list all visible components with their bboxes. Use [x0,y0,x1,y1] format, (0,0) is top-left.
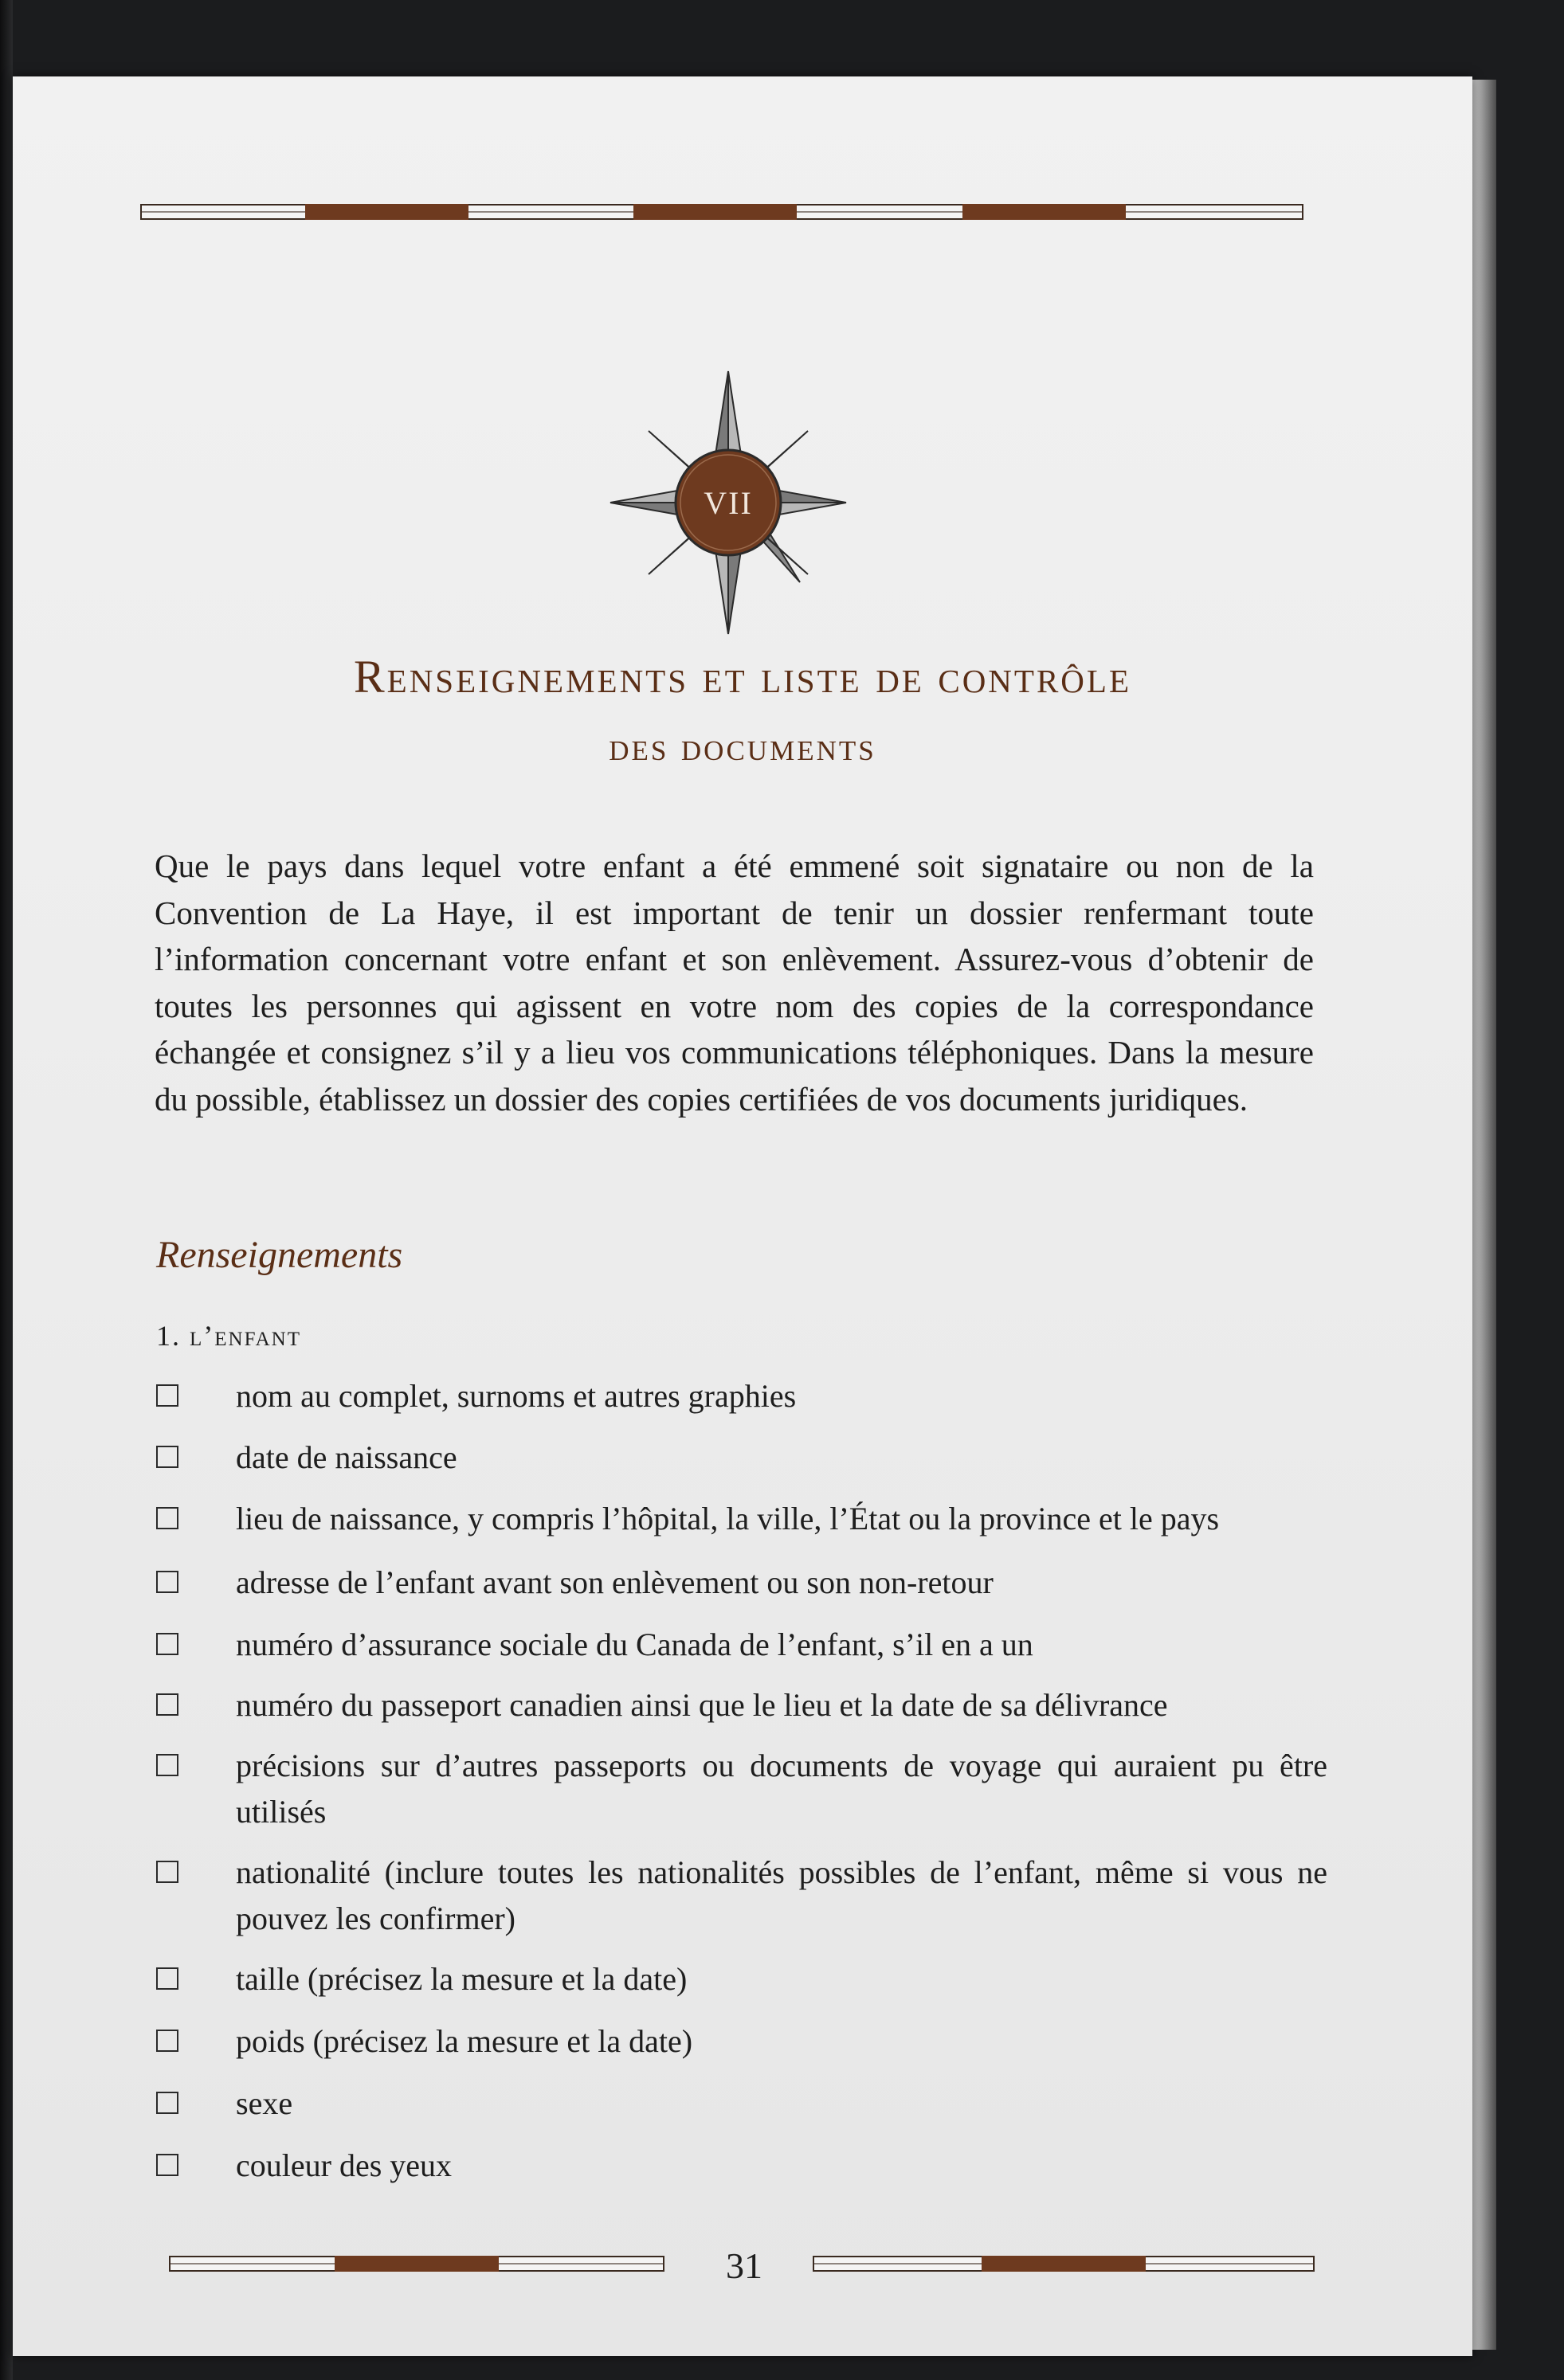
checkbox-icon[interactable] [156,2092,178,2114]
checkbox-icon[interactable] [156,2030,178,2052]
checklist-item [156,1850,1327,1942]
checkbox-icon[interactable] [156,1861,178,1883]
bottom-right-decorative-bar [813,2256,1315,2272]
checkbox-icon[interactable] [156,1507,178,1529]
chapter-numeral: VII [704,485,753,521]
intro-paragraph: Que le pays dans lequel votre enfant a été emmené soit signataire ou non de la Convention de La Haye, il est important de tenir un dossier renfermant toute l’information concernant votre enfant et son enlèvement. Assurez-vous d’obtenir de toutes les personnes qui agissent en votre nom des copies de la correspondance échangée et consignez s’il y a lieu vos communications téléphoniques. Dans la mesure du possible, établissez un dossier des copies certifiées de vos documents juridiques. [155,847,1314,1118]
checklist-item-label: adresse de l’enfant avant son enlèvement ou son non-retour [236,1564,994,1600]
checkbox-icon[interactable] [156,1754,178,1776]
checklist-item-label: nationalité (inclure toutes les nationalités possibles de l’enfant, même si vous ne pouvez les confirmer) [236,1854,1327,1936]
checklist-item [156,1373,1327,1419]
checkbox-icon[interactable] [156,2154,178,2176]
bottom-left-decorative-bar [169,2256,664,2272]
checklist-item-label: sexe [236,2085,293,2121]
checklist-item-label: numéro d’assurance sociale du Canada de l’enfant, s’il en a un [236,1626,1033,1662]
bar-segment [962,204,1126,220]
checklist-item-label: lieu de naissance, y compris l’hôpital, la ville, l’État ou la province et le pays [236,1501,1220,1536]
checklist-item-label: nom au complet, surnoms et autres graphies [236,1378,797,1414]
subsection-title: 1. l’enfant [156,1320,302,1352]
checklist-item [156,1743,1327,1835]
checklist-item [156,1496,1327,1542]
page-title: Renseignements et liste de contrôle [353,651,1132,703]
book-spine [0,0,13,2380]
bar-segment [305,204,468,220]
checklist-item-label: date de naissance [236,1439,457,1475]
checklist-item [156,1435,1327,1481]
compass-rose-ornament [609,370,848,639]
checklist-item-label: poids (précisez la mesure et la date) [236,2023,693,2059]
checklist-item-label: précisions sur d’autres passeports ou documents de voyage qui auraient pu être utilisés [236,1748,1327,1830]
checklist-item [156,2143,1327,2189]
checklist-item-label: taille (précisez la mesure et la date) [236,1961,688,1997]
page-edge [1472,80,1496,2350]
page-number: 31 [726,2245,762,2286]
page-title-line2: des documents [609,724,876,769]
checklist-item [156,2081,1327,2127]
checklist-item [156,1682,1327,1728]
checklist-item [156,2018,1327,2065]
bar-segment [982,2256,1146,2272]
checklist-item [156,1956,1327,2002]
checkbox-icon[interactable] [156,1384,178,1407]
checkbox-icon[interactable] [156,1633,178,1655]
checkbox-icon[interactable] [156,1693,178,1716]
checkbox-icon[interactable] [156,1967,178,1990]
section-title: Renseignements [156,1234,403,1276]
checkbox-icon[interactable] [156,1571,178,1593]
compass-icon [609,370,848,636]
bar-segment [633,204,797,220]
top-decorative-bar [140,204,1303,220]
checkbox-icon[interactable] [156,1446,178,1468]
bar-segment [335,2256,499,2272]
checklist-item [156,1560,1327,1606]
book-page [13,76,1472,2356]
checklist-item-label: couleur des yeux [236,2147,453,2183]
checklist-item [156,1622,1327,1668]
checklist-item-label: numéro du passeport canadien ainsi que le lieu et la date de sa délivrance [236,1687,1168,1723]
